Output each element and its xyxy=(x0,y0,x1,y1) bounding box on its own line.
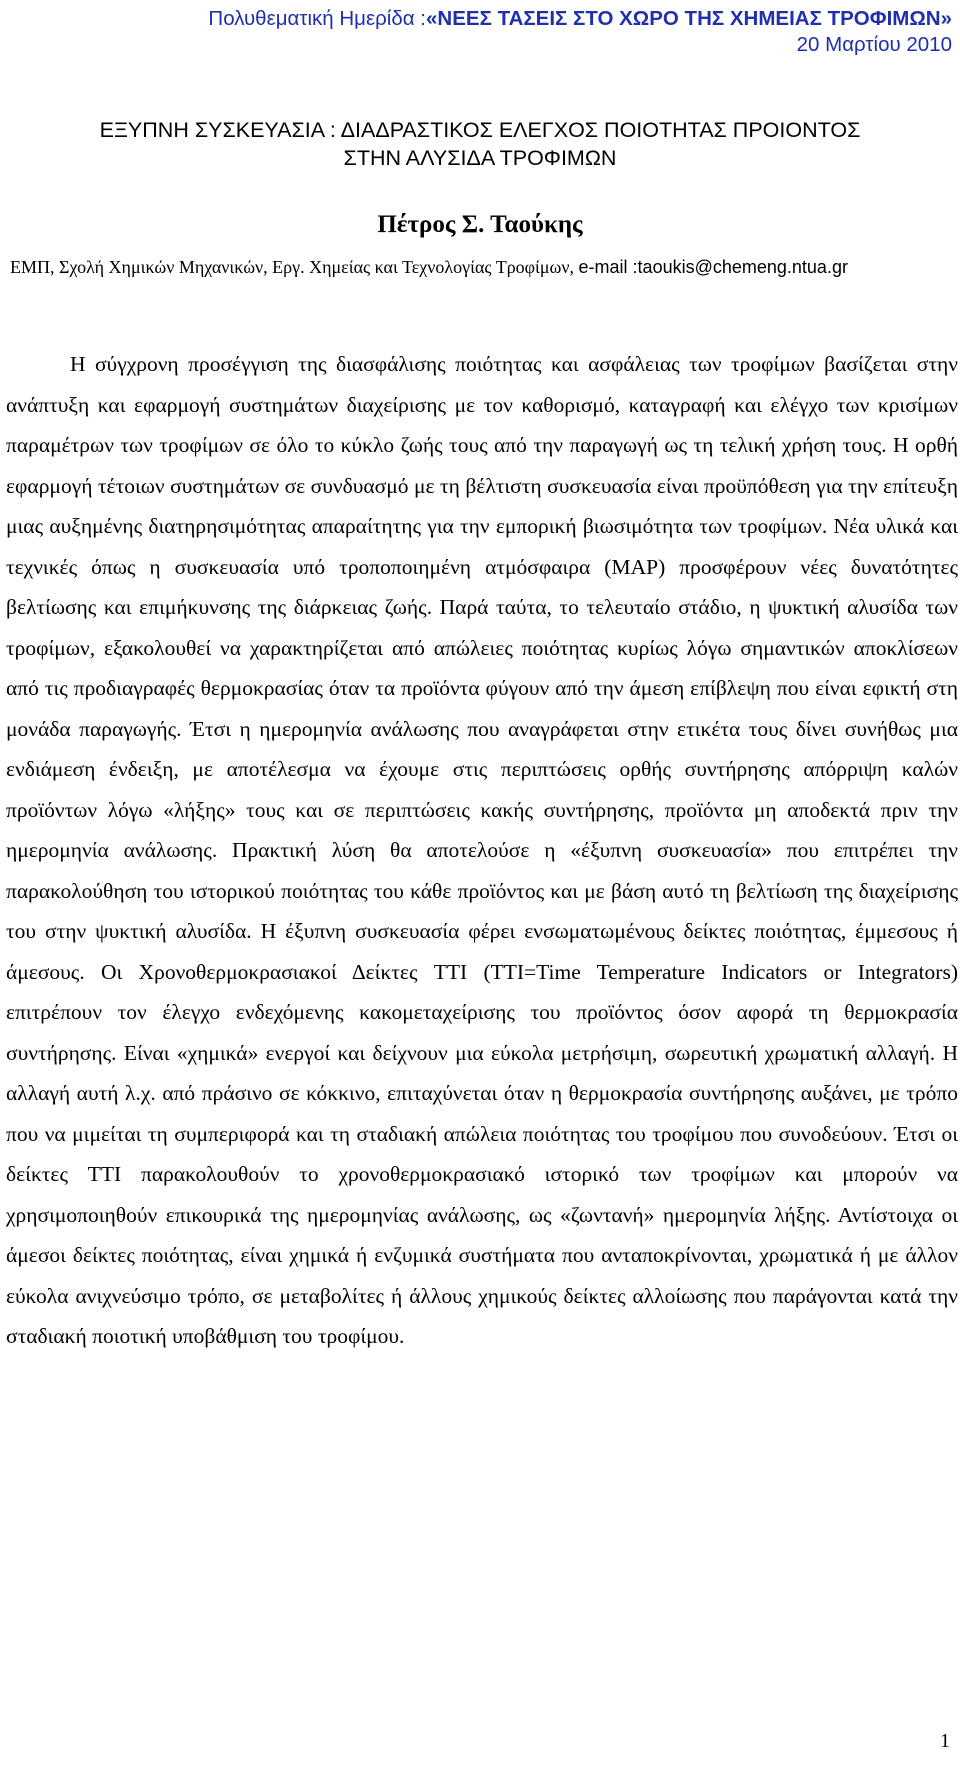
author-name: Πέτρος Σ. Ταoύκης xyxy=(377,211,583,238)
paper-title-line-2: ΣΤΗΝ ΑΛΥΣΙΔΑ ΤΡΟΦΙΜΩΝ xyxy=(343,146,617,170)
event-line xyxy=(12,6,952,32)
event-theme: «ΝΕΕΣ ΤΑΣΕΙΣ ΣΤΟ ΧΩΡΟ ΤΗΣ ΧΗΜΕΙΑΣ ΤΡΟΦΙΜΩΝ» xyxy=(426,7,952,30)
event-prefix: Πολυθεματική Ημερίδα : xyxy=(208,7,427,30)
author-affiliation xyxy=(10,256,960,278)
running-header xyxy=(12,6,952,58)
paper-title-line-1: ΕΞΥΠΝΗ ΣΥΣΚΕΥΑΣΙΑ : ΔΙΑΔΡΑΣΤΙΚΟΣ ΕΛΕΓΧΟΣ ΠΟΙΟΤΗΤΑΣ ΠΡΟΙΟΝΤΟΣ xyxy=(99,118,861,142)
page-number: 1 xyxy=(940,1730,950,1752)
event-date: 20 Μαρτίου 2010 xyxy=(796,33,952,56)
author-email: e-mail :taoukis@chemeng.ntua.gr xyxy=(578,257,848,277)
paper-title xyxy=(0,116,960,172)
affiliation-text: ΕΜΠ, Σχολή Χημικών Μηχανικών, Εργ. Χημείας και Τεχνολογίας Τροφίμων, xyxy=(10,257,579,277)
abstract-paragraph: Η σύγχρονη προσέγγιση της διασφάλισης ποιότητας και ασφάλειας των τροφίμων βασίζεται στην ανάπτυξη και εφαρμογή συστημάτων διαχείρισης με τον καθορισμό, καταγραφή και ελέγχο των κρισίμων παραμέτρων των τροφίμων σε όλο το κύκλο ζωής τους από την παραγωγή ως τη τελική χρήση τους. Η ορθή εφαρμογή τέτοιων συστημάτων σε συνδυασμό με τη βέλτιστη συσκευασία είναι προϋπόθεση για την επίτευξη μιας αυξημένης διατηρησιμότητας απαραίτητης για την εμπορική βιωσιμότητα των τροφίμων. Νέα υλικά και τεχνικές όπως η συσκευασία υπό τροποποιημένη ατμόσφαιρα (MAP) προσφέρουν νέες δυνατότητες βελτίωσης και επιμήκυνσης της διάρκειας ζωής. Παρά ταύτα, το τελευταίο στάδιο, η ψυκτική αλυσίδα των τροφίμων, εξακολουθεί να χαρακτηρίζεται από απώλειες ποιότητας κυρίως λόγω σημαντικών αποκλίσεων από τις προδιαγραφές θερμοκρασίας όταν τα προϊόντα φύγουν από την άμεση επίβλεψη που είναι εφικτή στη μονάδα παραγωγής. Έτσι η ημερομηνία ανάλωσης που αναγράφεται στην ετικέτα τους δίνει συνήθως μια ενδιάμεση ένδειξη, με αποτέλεσμα να έχουμε στις περιπτώσεις ορθής συντήρησης απόρριψη καλών προϊόντων λόγω «λήξης» τους και σε περιπτώσεις κακής συντήρησης, προϊόντα μη αποδεκτά πριν την ημερομηνία ανάλωσης. Πρακτική λύση θα αποτελούσε η «έξυπνη συσκευασία» που επιτρέπει την παρακολούθηση του ιστορικού ποιότητας του κάθε προϊόντος και με βάση αυτό τη βελτίωση της διαχείρισης του στην ψυκτική αλυσίδα. Η έξυπνη συσκευασία φέρει ενσωματωμένους δείκτες ποιότητας, έμμεσους ή άμεσους. Οι Χρονοθερμοκρασιακοί Δείκτες TTI (TTI=Time Temperature Indicators or Integrators) επιτρέπουν τον έλεγχο ενδεχόμενης κακομεταχείρισης του προϊόντος όσον αφορά τη θερμοκρασία συντήρησης. Είναι «χημικά» ενεργοί και δείχνουν μια εύκολα μετρήσιμη, σωρευτική χρωματική αλλαγή. Η αλλαγή αυτή λ.χ. από πράσινο σε κόκκινο, επιταχύνεται όταν η θερμοκρασία συντήρησης αυξάνει, με τρόπο που να μιμείται τη συμπεριφορά και τη σταδιακή απώλεια ποιότητας του τροφίμου που συνοδεύουν. Έτσι οι δείκτες TTI παρακολουθούν το χρονοθερμοκρασιακό ιστορικό των τροφίμων και μπορούν να χρησιμοποιηθούν επικουρικά της ημερομηνίας ανάλωσης, ως «ζωντανή» ημερομηνία λήξης. Αντίστοιχα οι άμεσοι δείκτες ποιότητας, είναι χημικά ή ενζυμικά συστήματα που ανταποκρίνονται, χρωματικά ή με άλλον εύκολα ανιχνεύσιμο τρόπο, σε μεταβολίτες ή άλλους χημικούς δείκτες αλλοίωσης που παράγονται κατά την σταδιακή ποιοτική υποβάθμιση του τροφίμου. xyxy=(6,352,958,1348)
